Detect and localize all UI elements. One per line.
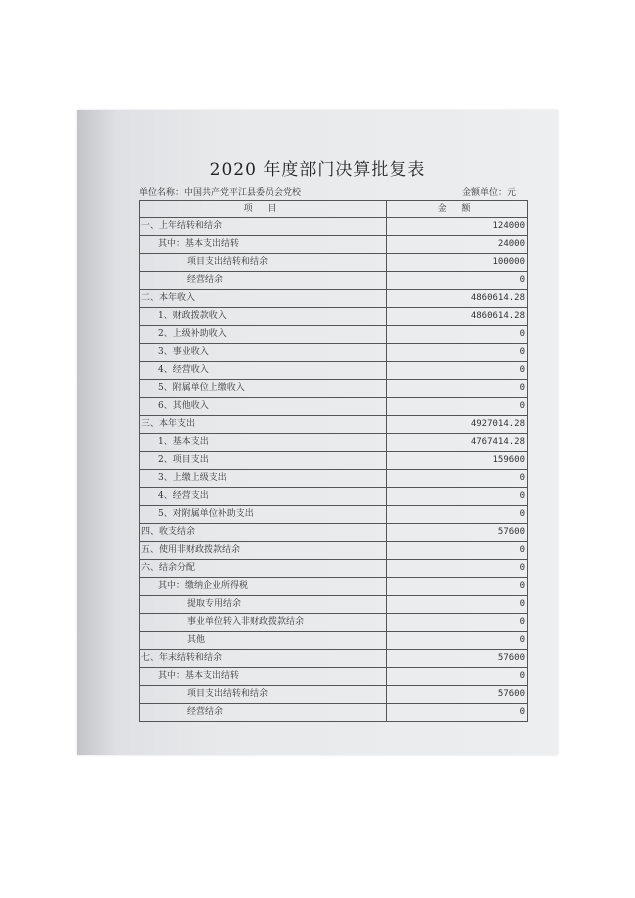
- row-amount: 0: [387, 632, 528, 650]
- row-amount: 159600: [387, 452, 528, 470]
- row-amount: 4860614.28: [387, 290, 528, 308]
- table-row: [140, 542, 528, 560]
- row-label: 六、结余分配: [140, 560, 387, 578]
- row-label: 5、附属单位上缴收入: [140, 380, 387, 398]
- table-row: [140, 380, 528, 398]
- row-amount: 57600: [387, 650, 528, 668]
- table-row: [140, 632, 528, 650]
- row-label: 1、财政拨款收入: [140, 308, 387, 326]
- row-label: 一、上年结转和结余: [140, 218, 387, 236]
- row-label: 1、基本支出: [140, 434, 387, 452]
- row-label: 项目支出结转和结余: [140, 686, 387, 704]
- table-row: [140, 650, 528, 668]
- row-label: 3、上缴上级支出: [140, 470, 387, 488]
- row-label: 四、收支结余: [140, 524, 387, 542]
- row-label: 3、事业收入: [140, 344, 387, 362]
- row-amount: 0: [387, 668, 528, 686]
- unit-name: 单位名称：中国共产党平江县委员会党校: [139, 188, 302, 198]
- table-header-row: [140, 201, 528, 218]
- table-row: [140, 218, 528, 236]
- table-row: [140, 236, 528, 254]
- currency-unit: 金额单位：元: [461, 188, 516, 198]
- row-amount: 0: [387, 578, 528, 596]
- row-amount: 100000: [387, 254, 528, 272]
- table-row: [140, 470, 528, 488]
- table-row: [140, 326, 528, 344]
- table-row: [140, 614, 528, 632]
- row-label: 其中：缴纳企业所得税: [140, 578, 387, 596]
- row-label: 五、使用非财政拨款结余: [140, 542, 387, 560]
- row-amount: 57600: [387, 686, 528, 704]
- table-row: [140, 560, 528, 578]
- table-row: [140, 434, 528, 452]
- row-label: 2、上级补助收入: [140, 326, 387, 344]
- row-amount: 0: [387, 344, 528, 362]
- row-label: 其他: [140, 632, 387, 650]
- row-amount: 4927014.28: [387, 416, 528, 434]
- row-amount: 0: [387, 560, 528, 578]
- table-body: [140, 218, 528, 722]
- page-title: 2020 年度部门决算批复表: [209, 160, 426, 180]
- row-amount: 4767414.28: [387, 434, 528, 452]
- row-label: 其中：基本支出结转: [140, 668, 387, 686]
- row-label: 项目支出结转和结余: [140, 254, 387, 272]
- row-label: 经营结余: [140, 272, 387, 290]
- row-amount: 0: [387, 488, 528, 506]
- table-row: [140, 596, 528, 614]
- row-amount: 0: [387, 362, 528, 380]
- header-amount: 金 额: [387, 201, 528, 218]
- header-item: 项 目: [140, 201, 387, 218]
- row-label: 经营结余: [140, 704, 387, 722]
- row-label: 4、经营支出: [140, 488, 387, 506]
- row-amount: 0: [387, 380, 528, 398]
- row-amount: 0: [387, 272, 528, 290]
- row-label: 事业单位转入非财政拨款结余: [140, 614, 387, 632]
- row-amount: 0: [387, 398, 528, 416]
- table-row: [140, 704, 528, 722]
- row-amount: 57600: [387, 524, 528, 542]
- table-row: [140, 308, 528, 326]
- row-amount: 4860614.28: [387, 308, 528, 326]
- row-label: 二、本年收入: [140, 290, 387, 308]
- row-label: 4、经营收入: [140, 362, 387, 380]
- row-amount: 0: [387, 326, 528, 344]
- row-amount: 0: [387, 614, 528, 632]
- table-row: [140, 272, 528, 290]
- row-label: 三、本年支出: [140, 416, 387, 434]
- row-amount: 0: [387, 704, 528, 722]
- row-label: 6、其他收入: [140, 398, 387, 416]
- paper-shadow: [77, 110, 117, 755]
- table-row: [140, 668, 528, 686]
- row-label: 七、年末结转和结余: [140, 650, 387, 668]
- row-label: 5、对附属单位补助支出: [140, 506, 387, 524]
- table-row: [140, 578, 528, 596]
- row-amount: 124000: [387, 218, 528, 236]
- table-row: [140, 524, 528, 542]
- table-row: [140, 398, 528, 416]
- row-label: 提取专用结余: [140, 596, 387, 614]
- table-row: [140, 254, 528, 272]
- row-label: 2、项目支出: [140, 452, 387, 470]
- row-amount: 24000: [387, 236, 528, 254]
- table-row: [140, 686, 528, 704]
- table-row: [140, 488, 528, 506]
- table-row: [140, 290, 528, 308]
- budget-table: [139, 200, 528, 722]
- row-amount: 0: [387, 470, 528, 488]
- row-amount: 0: [387, 596, 528, 614]
- table-row: [140, 416, 528, 434]
- document-sheet: [77, 110, 558, 755]
- table-row: [140, 344, 528, 362]
- row-label: 其中：基本支出结转: [140, 236, 387, 254]
- table-row: [140, 506, 528, 524]
- row-amount: 0: [387, 506, 528, 524]
- table-row: [140, 452, 528, 470]
- row-amount: 0: [387, 542, 528, 560]
- table-row: [140, 362, 528, 380]
